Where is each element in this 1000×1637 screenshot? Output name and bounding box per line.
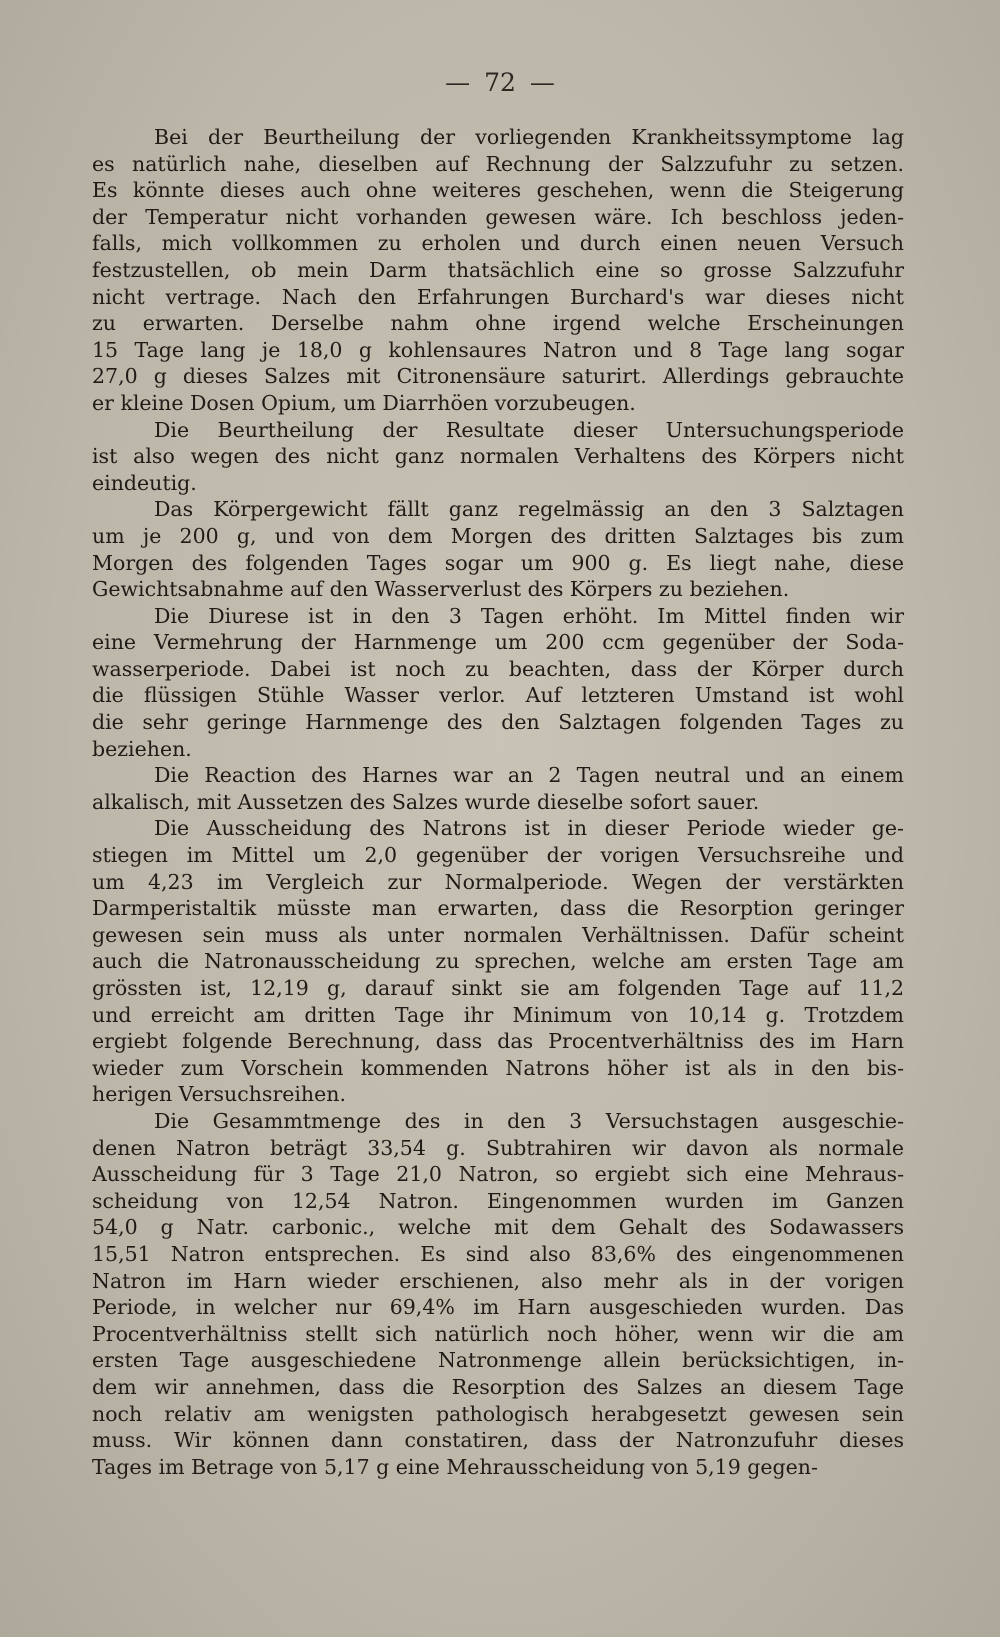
text-line: wasserperiode. Dabei ist noch zu beachten, dass der Körper durch	[92, 656, 904, 681]
text-line: grössten ist, 12,19 g, darauf sinkt sie am folgenden Tage auf 11,2	[92, 976, 904, 1000]
paragraph	[92, 815, 904, 1108]
text-line: Natron im Harn wieder erschienen, also mehr als in der vorigen	[92, 1268, 904, 1293]
text-line: dem wir annehmen, dass die Resorption des Salzes an diesem Tage	[92, 1374, 904, 1399]
text-line: Morgen des folgenden Tages sogar um 900 g. Es liegt nahe, diese	[92, 550, 904, 575]
text-line: herigen Versuchsreihen.	[92, 1082, 346, 1107]
text-line: Bei der Beurtheilung der vorliegenden Krankheitssymptome lag	[154, 125, 904, 149]
text-line: stiegen im Mittel um 2,0 gegenüber der vorigen Versuchsreihe und	[92, 843, 904, 868]
paragraph	[92, 762, 904, 815]
text-line: Ausscheidung für 3 Tage 21,0 Natron, so ergiebt sich eine Mehraus-	[92, 1162, 904, 1187]
page-number	[0, 68, 1000, 97]
text-line: und erreicht am dritten Tage ihr Minimum von 10,14 g. Trotzdem	[92, 1002, 904, 1027]
paragraph	[92, 124, 904, 417]
paragraph	[92, 603, 904, 763]
text-line: Procentverhältniss stellt sich natürlich noch höher, wenn wir die am	[92, 1321, 904, 1346]
text-line: 15 Tage lang je 18,0 g kohlensaures Natron und 8 Tage lang sogar	[92, 337, 904, 362]
text-line: beziehen.	[92, 736, 192, 761]
text-line: er kleine Dosen Opium, um Diarrhöen vorzubeugen.	[92, 390, 636, 415]
text-line: ersten Tage ausgeschiedene Natronmenge allein berücksichtigen, in-	[92, 1348, 904, 1373]
text-line: Periode, in welcher nur 69,4% im Harn ausgeschieden wurden. Das	[92, 1295, 904, 1320]
text-line: auch die Natronausscheidung zu sprechen, welche am ersten Tage am	[92, 949, 904, 974]
paragraph	[92, 496, 904, 602]
text-line: ergiebt folgende Berechnung, dass das Procentverhältniss des im Harn	[92, 1029, 904, 1054]
text-line: Die Beurtheilung der Resultate dieser Untersuchungsperiode	[154, 417, 904, 442]
text-line: festzustellen, ob mein Darm thatsächlich eine so grosse Salzzufuhr	[92, 257, 904, 282]
text-line: der Temperatur nicht vorhanden gewesen wäre. Ich beschloss jeden-	[92, 204, 904, 229]
text-line: eindeutig.	[92, 470, 197, 495]
text-line: nicht vertrage. Nach den Erfahrungen Burchard's war dieses nicht	[92, 284, 904, 309]
text-line: Es könnte dieses auch ohne weiteres geschehen, wenn die Steigerung	[92, 178, 904, 203]
text-line: 15,51 Natron entsprechen. Es sind also 83,6% des eingenommenen	[92, 1241, 904, 1266]
text-line: Darmperistaltik müsste man erwarten, dass die Resorption geringer	[92, 896, 904, 921]
text-line: zu erwarten. Derselbe nahm ohne irgend welche Erscheinungen	[92, 311, 904, 336]
text-line: wieder zum Vorschein kommenden Natrons höher ist als in den bis-	[92, 1055, 904, 1080]
text-line: Die Ausscheidung des Natrons ist in dieser Periode wieder ge-	[154, 816, 904, 841]
text-line: falls, mich vollkommen zu erholen und durch einen neuen Versuch	[92, 231, 904, 256]
text-line: scheidung von 12,54 Natron. Eingenommen wurden im Ganzen	[92, 1188, 904, 1213]
page-number-dash-left: —	[445, 68, 471, 97]
paragraph	[92, 417, 904, 497]
page-number-dash-right: —	[529, 68, 555, 97]
text-line: es natürlich nahe, dieselben auf Rechnung der Salzzufuhr zu setzen.	[92, 151, 904, 176]
text-line: Gewichtsabnahme auf den Wasserverlust des Körpers zu beziehen.	[92, 577, 790, 602]
text-line: die flüssigen Stühle Wasser verlor. Auf letzteren Umstand ist wohl	[92, 683, 904, 708]
text-line: eine Vermehrung der Harnmenge um 200 ccm gegenüber der Soda-	[92, 630, 904, 655]
text-line: Die Diurese ist in den 3 Tagen erhöht. Im Mittel finden wir	[154, 603, 904, 628]
text-line: muss. Wir können dann constatiren, dass der Natronzufuhr dieses	[92, 1428, 904, 1453]
text-line: noch relativ am wenigsten pathologisch herabgesetzt gewesen sein	[92, 1401, 904, 1426]
text-line: die sehr geringe Harnmenge des den Salztagen folgenden Tages zu	[92, 710, 904, 735]
text-line: denen Natron beträgt 33,54 g. Subtrahiren wir davon als normale	[92, 1135, 904, 1160]
page-number-value: 72	[484, 68, 516, 97]
text-line: alkalisch, mit Aussetzen des Salzes wurde dieselbe sofort sauer.	[92, 789, 760, 814]
text-line: Die Gesammtmenge des in den 3 Versuchstagen ausgeschie-	[154, 1108, 904, 1133]
text-line: um je 200 g, und von dem Morgen des dritten Salztages bis zum	[92, 523, 904, 548]
body-text	[92, 124, 904, 1480]
text-line: Die Reaction des Harnes war an 2 Tagen neutral und an einem	[154, 763, 904, 788]
text-line: Das Körpergewicht fällt ganz regelmässig an den 3 Salztagen	[154, 497, 904, 522]
text-line: 27,0 g dieses Salzes mit Citronensäure saturirt. Allerdings gebrauchte	[92, 364, 904, 389]
text-line: gewesen sein muss als unter normalen Verhältnissen. Dafür scheint	[92, 922, 904, 947]
text-line: um 4,23 im Vergleich zur Normalperiode. Wegen der verstärkten	[92, 869, 904, 894]
text-line: ist also wegen des nicht ganz normalen Verhaltens des Körpers nicht	[92, 444, 904, 469]
text-line: Tages im Betrage von 5,17 g eine Mehrausscheidung von 5,19 gegen-	[92, 1454, 818, 1479]
paragraph	[92, 1108, 904, 1480]
text-line: 54,0 g Natr. carbonic., welche mit dem Gehalt des Sodawassers	[92, 1215, 904, 1240]
